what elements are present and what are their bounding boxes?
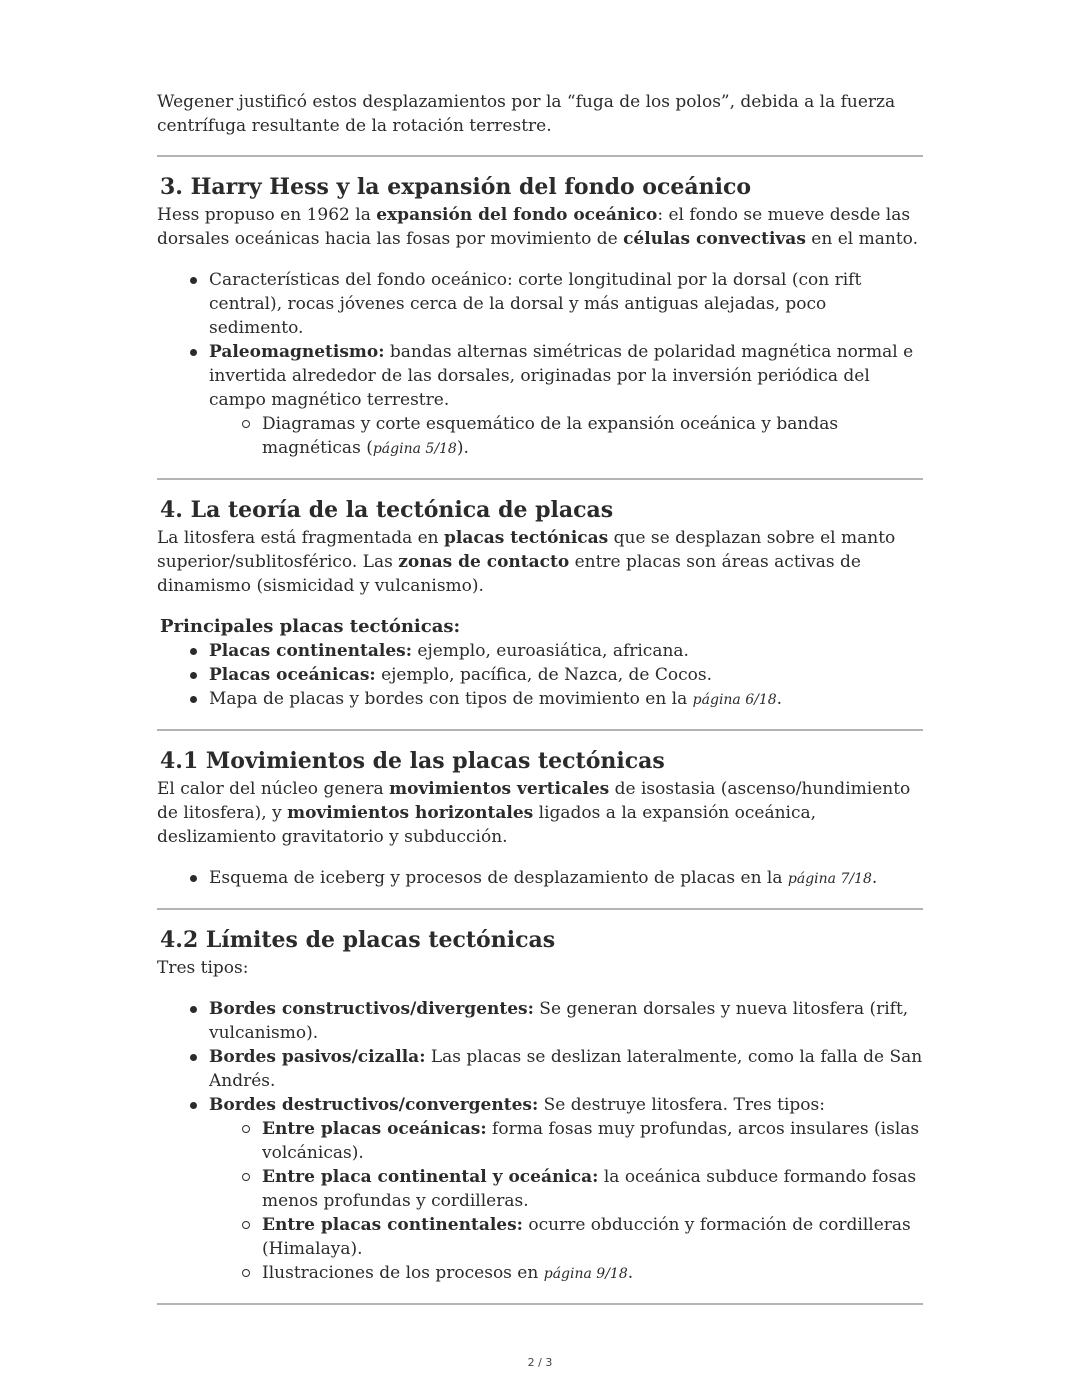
document-page — [157, 90, 923, 1305]
intro-paragraph: Wegener justificó estos desplazamientos por la “fuga de los polos”, debida a la fuerza centrífuga resultante de la rotación terrestre. — [157, 92, 896, 136]
section-4-2-paragraph: Tres tipos: — [157, 958, 249, 978]
list-item: Bordes constructivos/divergentes: Se generan dorsales y nueva litosfera (rift, vulcanismo). — [157, 997, 923, 1045]
sub-list — [209, 412, 923, 461]
list-item: Esquema de iceberg y procesos de desplazamiento de placas en la página 7/18. — [157, 866, 923, 891]
list-item: Mapa de placas y bordes con tipos de movimiento en la página 6/18. — [157, 687, 923, 712]
section-4-1-paragraph: El calor del núcleo genera movimientos verticales de isostasia (ascenso/hundimiento de litosfera), y movimientos horizontales ligados a la expansión oceánica, deslizamiento gravitatorio y subducción. — [157, 779, 911, 847]
section-4-2-list — [157, 997, 923, 1286]
section-4-heading: 4. La teoría de la tectónica de placas — [160, 497, 614, 523]
list-item: Bordes destructivos/convergentes: Se destruye litosfera. Tres tipos: Entre placas oceánicas: forma fosas muy profundas, arcos insulares (islas volcánicas). Entre placa continental y oceánica: la oceánica subduce formando fosas menos profundas y cordilleras. Entre placas continentales: ocurre obducción y formación de cordilleras (Himalaya). Ilustraciones de los procesos en página 9/18. — [157, 1093, 923, 1286]
section-4-1-heading: 4.1 Movimientos de las placas tectónicas — [160, 748, 665, 774]
plates-list — [157, 639, 923, 712]
list-item: Placas oceánicas: ejemplo, pacífica, de Nazca, de Cocos. — [157, 663, 923, 687]
section-divider — [157, 1303, 923, 1305]
section-3-list — [157, 268, 923, 461]
section-3-paragraph: Hess propuso en 1962 la expansión del fondo oceánico: el fondo se mueve desde las dorsales oceánicas hacia las fosas por movimiento de células convectivas en el manto. — [157, 205, 918, 249]
list-item: Características del fondo oceánico: corte longitudinal por la dorsal (con rift central), rocas jóvenes cerca de la dorsal y más antiguas alejadas, poco sedimento. — [157, 268, 923, 340]
list-item: Bordes pasivos/cizalla: Las placas se deslizan lateralmente, como la falla de San Andrés. — [157, 1045, 923, 1093]
sub-list-item: Ilustraciones de los procesos en página 9/18. — [209, 1261, 923, 1286]
section-divider — [157, 908, 923, 910]
sub-list-item: Diagramas y corte esquemático de la expansión oceánica y bandas magnéticas (página 5/18). — [209, 412, 923, 461]
sub-list-item: Entre placas oceánicas: forma fosas muy profundas, arcos insulares (islas volcánicas). — [209, 1117, 923, 1165]
sub-list-item: Entre placa continental y oceánica: la oceánica subduce formando fosas menos profundas y cordilleras. — [209, 1165, 923, 1213]
sub-list — [209, 1117, 923, 1286]
section-4-1-list — [157, 866, 923, 891]
section-divider — [157, 729, 923, 731]
section-divider — [157, 155, 923, 157]
section-3-heading: 3. Harry Hess y la expansión del fondo oceánico — [160, 174, 752, 200]
list-item: Placas continentales: ejemplo, euroasiática, africana. — [157, 639, 923, 663]
list-item: Paleomagnetismo: bandas alternas simétricas de polaridad magnética normal e invertida alrededor de las dorsales, originadas por la inversión periódica del campo magnético terrestre. Diagramas y corte esquemático de la expansión oceánica y bandas magnéticas (página 5/18). — [157, 340, 923, 461]
section-4-2-heading: 4.2 Límites de placas tectónicas — [160, 927, 556, 953]
plates-subheading: Principales placas tectónicas: — [160, 616, 461, 637]
page-number: 2 / 3 — [527, 1356, 553, 1369]
section-4-paragraph: La litosfera está fragmentada en placas tectónicas que se desplazan sobre el manto superior/sublitosférico. Las zonas de contacto entre placas son áreas activas de dinamismo (sismicidad y vulcanismo). — [157, 528, 896, 596]
section-divider — [157, 478, 923, 480]
sub-list-item: Entre placas continentales: ocurre obducción y formación de cordilleras (Himalaya). — [209, 1213, 923, 1261]
